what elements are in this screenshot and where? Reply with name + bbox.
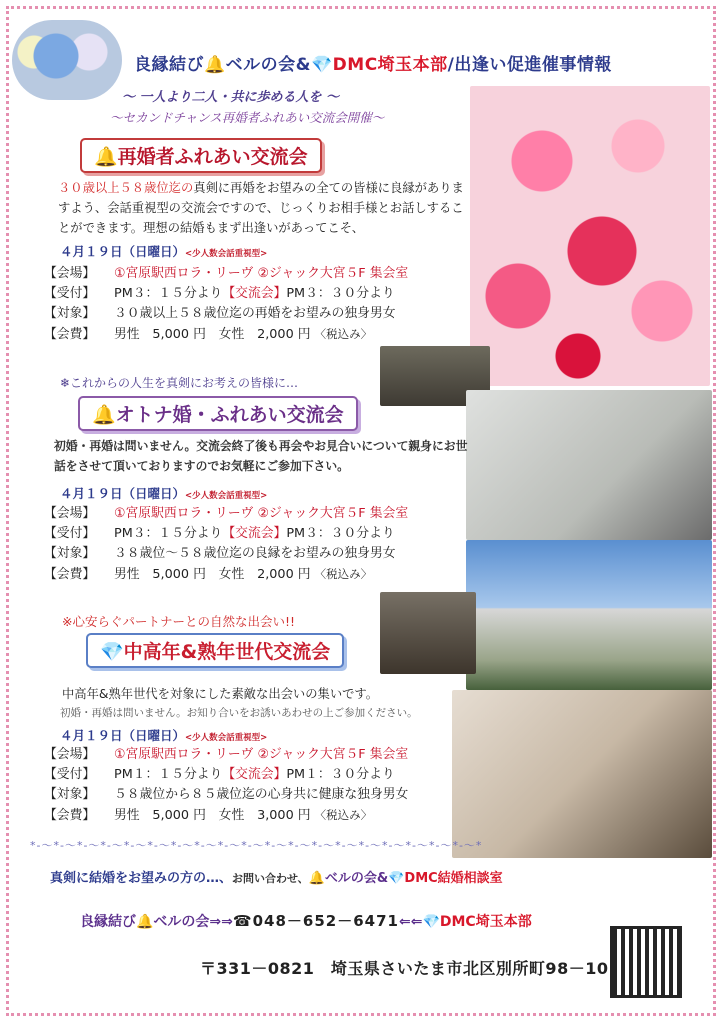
event1-intro-highlight: ３０歳以上５８歳位迄の [58,181,194,195]
carnation-photo [470,86,710,386]
event2-reception: PM３：１５分より [114,526,223,541]
footer-line1-b: お問い合わせ、 [232,872,309,885]
event1-exchange-label: 【交流会】 [222,286,287,301]
event1-intro-text: 真剣に再婚をお望みの全ての皆様に良縁がありますよう、会話重視型の交流会ですので、じっくりお相手様とお話しすることができます。理想の結婚もまず出逢いがあってこそ、 [58,181,464,235]
event2-target: ３８歳位～５８歳位迄の良縁をお望みの独身男女 [114,546,396,561]
event2-venue-row [44,504,408,524]
event1-fee-tax: 〈税込み〉 [314,327,373,341]
footer-address: 〒331－0821 埼玉県さいたま市北区別所町98－10 [200,959,609,978]
event2-fee-tax: 〈税込み〉 [314,567,373,581]
event1-date-text: ４月１９日（日曜日） [60,244,186,259]
event2-date-note: <少人数会話重視型> [185,491,268,501]
event1-target: ３０歳以上５８歳位迄の再婚をお望みの独身男女 [114,306,396,321]
event2-fee: 男性 5,000 円 女性 2,000 円 [114,567,311,582]
event3-fee: 男性 5,000 円 女性 3,000 円 [114,808,311,823]
event-photo-3 [380,592,476,674]
event3-target: ５８歳位から８５歳位迄の心身共に健康な独身男女 [114,787,409,802]
event2-exchange: PM３：３０分より [286,526,395,541]
event3-exchange-label: 【交流会】 [222,767,287,782]
event1-reception-label: 【受付】 [44,286,96,301]
event2-lead: ❄これからの人生を真剣にお考えの皆様に… [60,376,299,390]
event1-target-label: 【対象】 [44,306,96,321]
event2-reception-row [44,524,408,544]
event2-venue: ①宮原駅西ロラ・リーヴ ②ジャック大宮５F 集会室 [114,506,409,521]
venue-building-photo [466,540,712,690]
event3-venue: ①宮原駅西ロラ・リーヴ ②ジャック大宮５F 集会室 [114,747,409,762]
event1-reception-row [44,284,408,304]
qr-code-icon[interactable] [610,926,682,998]
footer-line1-d: 💎DMC結婚相談室 [388,871,503,886]
event1-details [44,264,408,345]
event2-exchange-label: 【交流会】 [222,526,287,541]
event3-date-text: ４月１９日（日曜日） [60,728,186,743]
footer-line2-b: ⇐⇐ [398,914,423,930]
header-subtitle: ～ 一人より二人・共に歩める人を ～ [122,90,340,105]
event2-fee-row [44,564,408,585]
header-title-left: 良縁結び🔔ベルの会& [134,55,311,75]
event3-reception: PM１：１５分より [114,767,223,782]
event2-fee-label: 【会費】 [44,567,96,582]
event1-fee-label: 【会費】 [44,327,96,342]
event3-reception-label: 【受付】 [44,767,96,782]
event3-banner: 💎中高年&熟年世代交流会 [86,633,344,668]
event3-fee-tax: 〈税込み〉 [314,808,373,822]
event3-reception-row [44,765,408,785]
event1-exchange: PM３：３０分より [286,286,395,301]
event2-reception-label: 【受付】 [44,526,96,541]
phone-number[interactable]: ☎048－652－6471 [232,912,399,930]
event2-details [44,504,408,585]
event1-fee: 男性 5,000 円 女性 2,000 円 [114,327,311,342]
event2-target-label: 【対象】 [44,546,96,561]
event1-venue-row [44,264,408,284]
event2-date-text: ４月１９日（日曜日） [60,486,186,501]
event1-venue: ①宮原駅西ロラ・リーヴ ②ジャック大宮５F 集会室 [114,266,409,281]
footer-line1-c: 🔔ベルの会& [308,871,389,886]
footer-contact-line [50,867,503,886]
event2-date [60,484,267,502]
event1-reception: PM３：１５分より [114,286,223,301]
header-title-dmc: 💎DMC埼玉本部 [311,55,448,75]
event3-date-note: <少人数会話重視型> [185,733,268,743]
event1-fee-row [44,324,408,345]
footer-line2-dmc: 💎DMC埼玉本部 [422,914,532,930]
event3-venue-row [44,745,408,765]
header-title-right: /出逢い促進催事情報 [447,55,612,75]
event2-intro: 初婚・再婚は問いません。交流会終了後も再会やお見合いについて親身にお世話をさせて頂いておりますのでお気軽にご参加下さい。 [54,439,468,473]
event3-details [44,745,408,826]
event3-fee-label: 【会費】 [44,808,96,823]
event2-target-row [44,544,408,564]
header-title [134,50,612,75]
event-photo-2 [466,390,712,540]
divider-dashes: *-～*-～*-～*-～*-～*-～*-～*-～*-～*-～*-～*-～*-～*-～*-～*-～*-～*-～*-～* [30,839,483,852]
event2-banner: 🔔オトナ婚・ふれあい交流会 [78,396,358,431]
event3-fee-row [44,805,408,826]
event1-venue-label: 【会場】 [44,266,96,281]
event1-banner: 🔔再婚者ふれあい交流会 [80,138,322,173]
event1-date [60,242,267,260]
event3-lead: ※心安らぐパートナーとの自然な出会い!! [62,614,295,629]
event1-intro [58,178,468,238]
event3-target-label: 【対象】 [44,787,96,802]
event3-date [60,726,267,744]
event2-venue-label: 【会場】 [44,506,96,521]
event3-venue-label: 【会場】 [44,747,96,762]
event3-target-row [44,785,408,805]
event1-target-row [44,304,408,324]
event-photo-4 [452,690,712,858]
footer-phone-line [80,910,532,931]
footer-line1-a: 真剣に結婚をお望みの方の…、 [50,871,233,886]
footer-line2-a: 良縁結び🔔ベルの会⇒⇒ [80,914,233,930]
event3-exchange: PM１：３０分より [286,767,395,782]
event3-intro-2: 初婚・再婚は問いません。お知り合いをお誘いあわせの上ご参加ください。 [60,707,418,719]
event3-intro: 中高年&熟年世代を対象にした素敵な出会いの集いです。 [62,687,379,701]
header-subtitle-2: ～セカンドチャンス再婚者ふれあい交流会開催～ [110,110,385,125]
event1-date-note: <少人数会話重視型> [185,249,268,259]
bouquet-image [12,20,122,100]
